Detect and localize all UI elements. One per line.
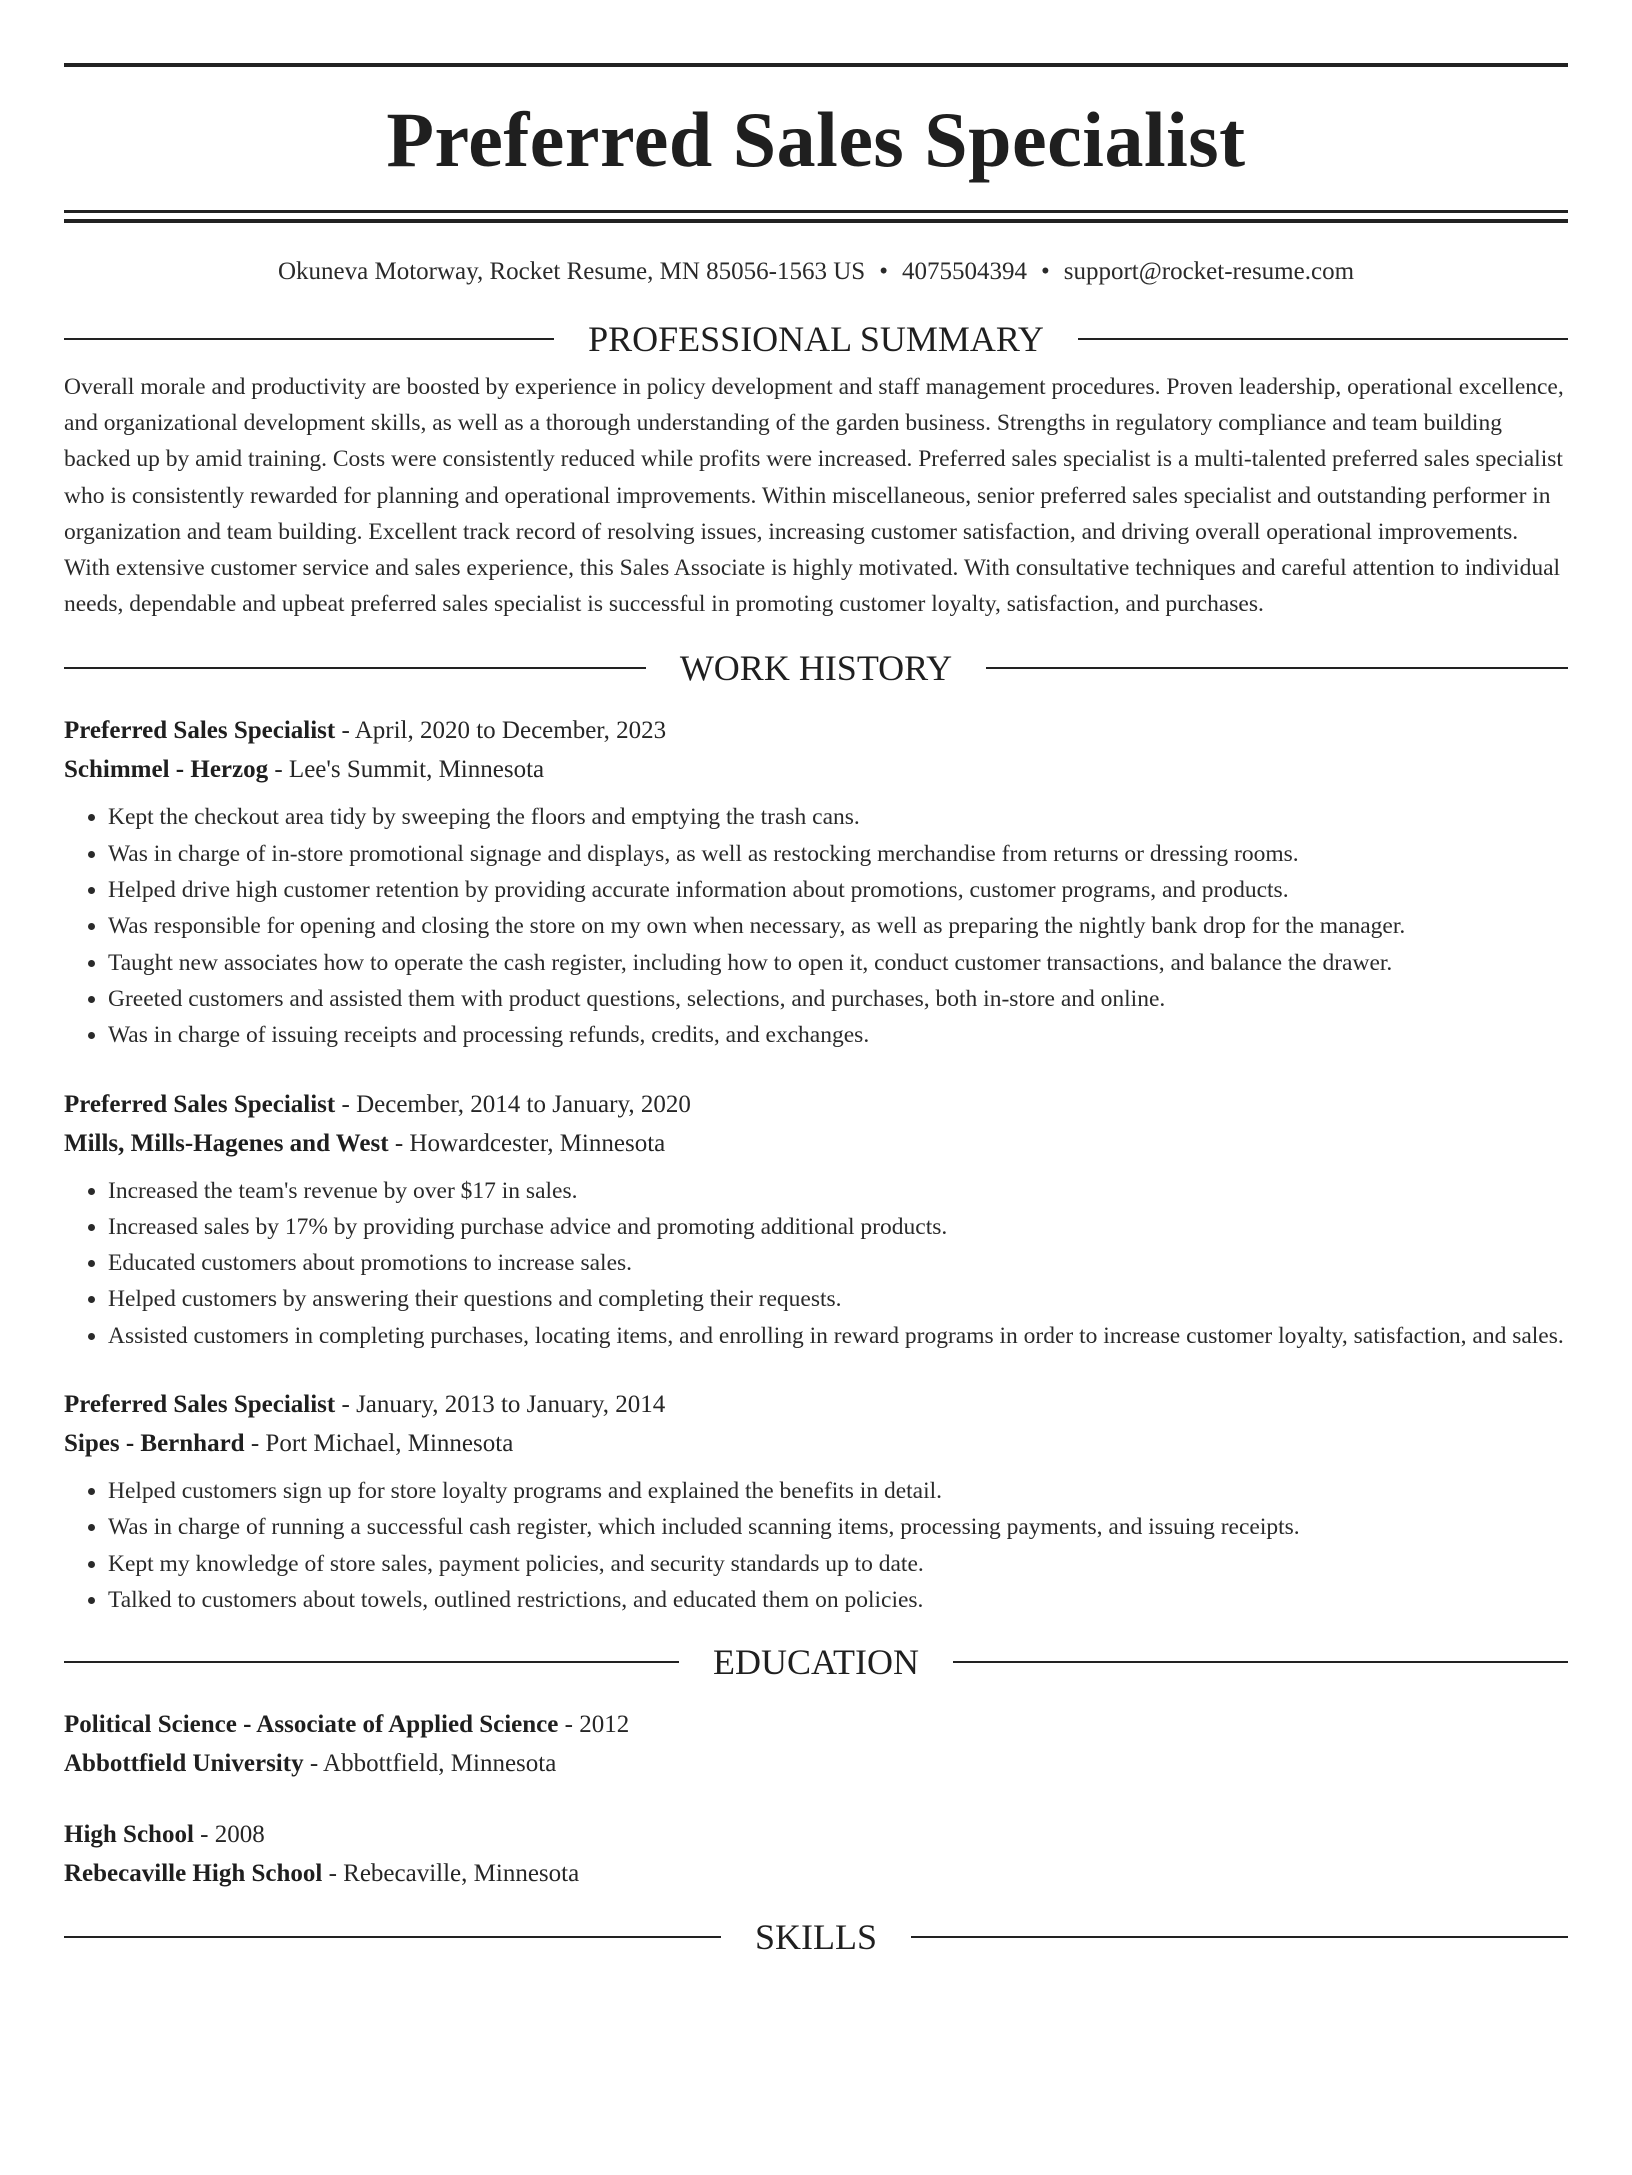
list-item: • Helped customers sign up for store loyalty programs and explained the benefits in detail. — [108, 1473, 1568, 1509]
job-location: - Lee's Summit, Minnesota — [268, 756, 545, 784]
education-location: - Rebecaville, Minnesota — [322, 1860, 580, 1888]
list-item: • Increased sales by 17% by providing purchase advice and promoting additional products. — [108, 1209, 1568, 1245]
education-entry — [64, 1815, 1568, 1893]
list-item: • Helped customers by answering their questions and completing their requests. — [108, 1281, 1568, 1317]
education-degree-line — [64, 1705, 1568, 1744]
education-school-line — [64, 1854, 1568, 1893]
heading-rule-left — [64, 338, 554, 340]
job-bullets — [64, 1173, 1568, 1354]
heading-rule-right — [986, 667, 1568, 669]
contact-email: support@rocket-resume.com — [1063, 258, 1355, 285]
heading-rule-right — [953, 1661, 1568, 1663]
job-title-line — [64, 711, 1568, 750]
job-title: Preferred Sales Specialist — [64, 1390, 336, 1418]
job-company-line — [64, 1124, 1568, 1163]
list-item: • Was in charge of in-store promotional signage and displays, as well as restocking merchandise from returns or dressing rooms. — [108, 836, 1568, 872]
top-rule — [64, 63, 1568, 67]
job-title: Preferred Sales Specialist — [64, 717, 336, 745]
section-heading-education — [64, 1642, 1568, 1682]
education-school-line — [64, 1744, 1568, 1783]
title-rule-upper — [64, 210, 1568, 213]
education-entry — [64, 1705, 1568, 1783]
job-location: - Howardcester, Minnesota — [388, 1129, 666, 1157]
contact-address: Okuneva Motorway, Rocket Resume, MN 85056-1563 US — [277, 258, 866, 285]
job-company: Sipes - Bernhard — [64, 1429, 245, 1457]
education-school: Abbottfield University — [64, 1750, 304, 1778]
contact-line — [64, 257, 1568, 287]
list-item: • Assisted customers in completing purchases, locating items, and enrolling in reward programs in order to increase customer loyalty, satisfaction, and sales. — [108, 1318, 1568, 1354]
list-item: • Educated customers about promotions to increase sales. — [108, 1245, 1568, 1281]
contact-separator: • — [1040, 258, 1050, 285]
list-item: • Greeted customers and assisted them with product questions, selections, and purchases, both in-store and online. — [108, 981, 1568, 1017]
section-title: PROFESSIONAL SUMMARY — [588, 319, 1044, 359]
resume-page — [0, 63, 1632, 2175]
education-school: Rebecaville High School — [64, 1860, 323, 1888]
education-degree: High School — [64, 1821, 194, 1849]
heading-rule-left — [64, 1936, 721, 1938]
section-title: WORK HISTORY — [679, 648, 953, 689]
title-rule-lower — [64, 219, 1568, 223]
summary-text: Overall morale and productivity are boosted by experience in policy development and staff management procedures. Proven leadership, operational excellence, and organizational development skills, as well as a thorough understanding of the garden business. Strengths in regulatory compliance and team building backed up by amid training. Costs were consistently reduced while profits were increased. Preferred sales specialist is a multi-talented preferred sales specialist who is consistently rewarded for planning and operational improvements. Within miscellaneous, senior preferred sales specialist and outstanding performer in organization and team building. Excellent track record of resolving issues, increasing customer satisfaction, and driving overall operational improvements. With extensive customer service and sales experience, this Sales Associate is highly motivated. With consultative techniques and careful attention to individual needs, dependable and upbeat preferred sales specialist is successful in promoting customer loyalty, satisfaction, and purchases. — [64, 374, 1564, 618]
list-item: • Kept my knowledge of store sales, payment policies, and security standards up to date. — [108, 1546, 1568, 1582]
list-item: • Was responsible for opening and closing the store on my own when necessary, as well as preparing the nightly bank drop for the manager. — [108, 908, 1568, 944]
education-location: - Abbottfield, Minnesota — [303, 1750, 557, 1778]
contact-phone: 4075504394 — [901, 258, 1027, 285]
heading-rule-right — [911, 1936, 1568, 1938]
job-title-line — [64, 1385, 1568, 1424]
job-entry — [64, 711, 1568, 1053]
section-heading-skills — [64, 1917, 1568, 1957]
job-entry — [64, 1385, 1568, 1618]
job-dates: - December, 2014 to January, 2020 — [335, 1090, 691, 1118]
list-item: • Was in charge of running a successful cash register, which included scanning items, processing payments, and issuing receipts. — [108, 1509, 1568, 1545]
education-degree-line — [64, 1815, 1568, 1854]
list-item: • Increased the team's revenue by over $17 in sales. — [108, 1173, 1568, 1209]
contact-separator: • — [879, 258, 888, 285]
job-bullets — [64, 1473, 1568, 1618]
list-item: • Taught new associates how to operate the cash register, including how to open it, conduct customer transactions, and balance the drawer. — [108, 945, 1568, 981]
job-company-line — [64, 750, 1568, 789]
heading-rule-right — [1078, 338, 1568, 340]
job-company-line — [64, 1424, 1568, 1463]
section-heading-summary — [64, 319, 1568, 359]
job-title: Preferred Sales Specialist — [64, 1090, 336, 1118]
job-company: Mills, Mills-Hagenes and West — [64, 1129, 389, 1157]
list-item: • Helped drive high customer retention by providing accurate information about promotions, customer programs, and products. — [108, 872, 1568, 908]
heading-rule-left — [64, 1661, 679, 1663]
job-dates: - April, 2020 to December, 2023 — [335, 717, 667, 745]
resume-title: Preferred Sales Specialist — [386, 96, 1246, 183]
list-item: • Kept the checkout area tidy by sweeping the floors and emptying the trash cans. — [108, 799, 1568, 835]
job-location: - Port Michael, Minnesota — [244, 1429, 514, 1457]
job-entry — [64, 1085, 1568, 1354]
job-bullets — [64, 799, 1568, 1053]
job-company: Schimmel - Herzog — [64, 756, 269, 784]
education-year: - 2012 — [558, 1711, 630, 1739]
education-degree: Political Science - Associate of Applied Science — [64, 1711, 559, 1739]
job-dates: - January, 2013 to January, 2014 — [335, 1390, 666, 1418]
education-year: - 2008 — [193, 1821, 265, 1849]
job-title-line — [64, 1085, 1568, 1124]
list-item: • Talked to customers about towels, outlined restrictions, and educated them on policies. — [108, 1582, 1568, 1618]
section-title: SKILLS — [755, 1917, 878, 1958]
section-title: EDUCATION — [713, 1642, 919, 1683]
heading-rule-left — [64, 667, 646, 669]
list-item: • Was in charge of issuing receipts and processing refunds, credits, and exchanges. — [108, 1017, 1568, 1053]
section-heading-work — [64, 648, 1568, 688]
